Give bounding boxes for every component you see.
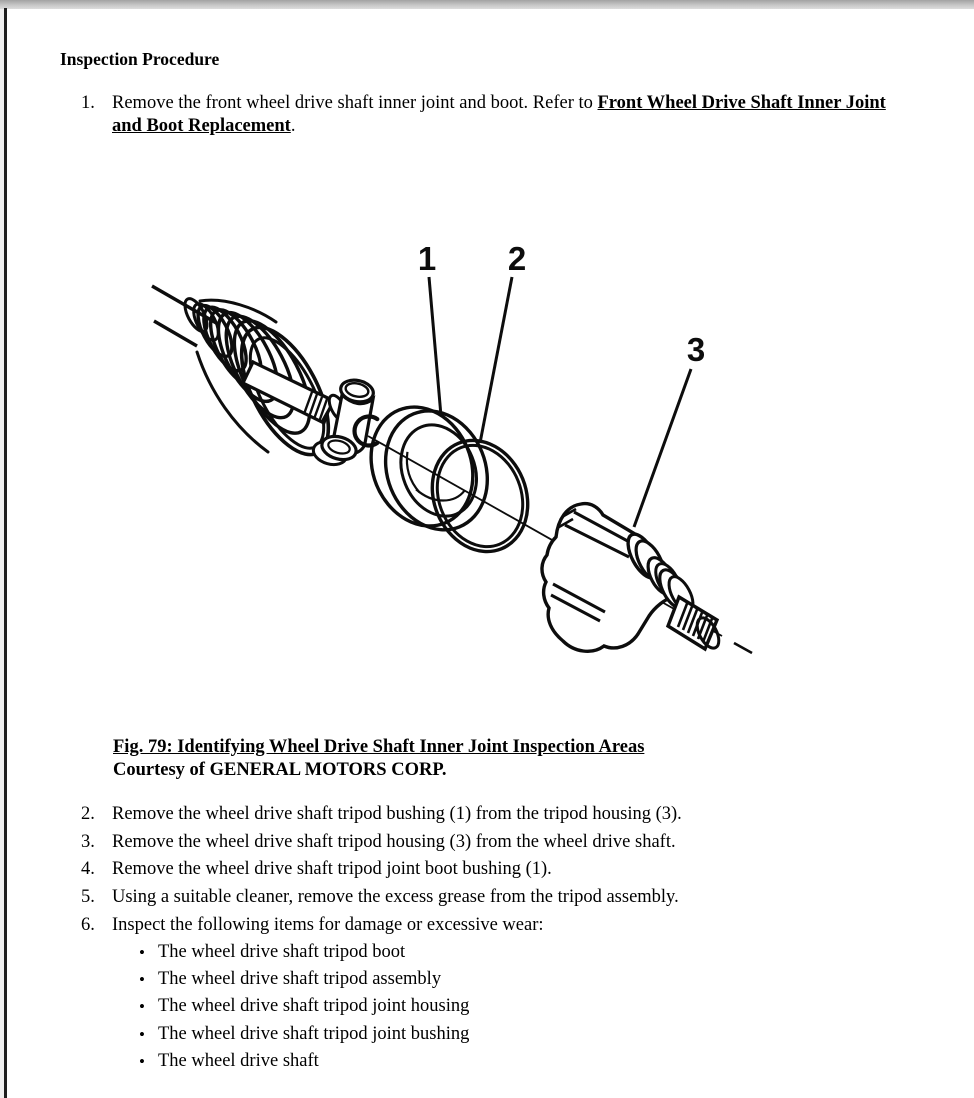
procedure-step-1 (81, 92, 926, 138)
section-heading: Inspection Procedure (60, 49, 220, 69)
bullet-icon: • (139, 1051, 145, 1071)
tripod-bushing-ring (354, 387, 505, 550)
figure-caption-credit: Courtesy of GENERAL MOTORS CORP. (113, 759, 447, 780)
list-item (139, 939, 469, 966)
tripod-housing (542, 504, 723, 652)
list-item (139, 1048, 469, 1075)
callout-3-label: 3 (686, 331, 706, 368)
procedure-step-5 (81, 884, 682, 912)
list-item-text: The wheel drive shaft tripod boot (158, 942, 406, 962)
step-number: 2. (81, 804, 95, 824)
boot-bushing-ring (416, 426, 544, 566)
step-number: 4. (81, 859, 95, 880)
cv-joint-exploded-diagram (0, 240, 974, 700)
step-number: 5. (81, 887, 95, 908)
list-item (139, 966, 469, 993)
list-item-text: The wheel drive shaft tripod assembly (158, 969, 442, 990)
step-number: 3. (81, 831, 95, 852)
callout-1-label: 1 (417, 240, 437, 277)
bullet-icon: • (139, 997, 145, 1017)
leader-line-3 (634, 369, 691, 527)
step-text: Remove the wheel drive shaft tripod housing (3) from the wheel drive shaft. (112, 831, 676, 852)
window-top-bar (0, 0, 974, 9)
leader-line-1 (429, 277, 441, 416)
inspection-items-list (139, 939, 469, 1075)
inner-joint-boot-replacement-link[interactable]: Front Wheel Drive Shaft Inner Joint (597, 93, 886, 113)
list-item-text: The wheel drive shaft (158, 1050, 319, 1071)
step-text: Remove the wheel drive shaft tripod joint boot bushing (1). (112, 859, 552, 880)
step-text: Inspect the following items for damage or excessive wear: (112, 914, 544, 935)
list-item (139, 1021, 469, 1048)
procedure-step-2 (81, 801, 682, 829)
procedure-step-6 (81, 912, 682, 940)
procedure-steps (81, 801, 682, 939)
step-text: Using a suitable cleaner, remove the excess grease from the tripod assembly. (112, 887, 679, 908)
figure-caption (113, 736, 644, 781)
step-text-continued: and Boot Replacement. (112, 116, 296, 136)
bullet-icon: • (139, 943, 145, 962)
list-item-text: The wheel drive shaft tripod joint housing (158, 996, 470, 1017)
list-item (139, 993, 469, 1020)
bullet-icon: • (139, 1024, 145, 1044)
leader-line-2 (480, 277, 512, 443)
step-text: Remove the front wheel drive shaft inner joint and boot. Refer to Front Wheel Drive Shaft Inner Joint (112, 93, 886, 113)
step-number: 6. (81, 914, 95, 935)
procedure-step-4 (81, 856, 682, 884)
inner-joint-boot-replacement-link[interactable]: and Boot Replacement (112, 116, 291, 136)
procedure-step-3 (81, 829, 682, 857)
list-item-text: The wheel drive shaft tripod joint bushing (158, 1023, 470, 1044)
bullet-icon: • (139, 970, 145, 990)
diagram-svg (0, 240, 974, 700)
step-text: Remove the wheel drive shaft tripod bushing (1) from the tripod housing (3). (112, 804, 682, 824)
callout-2-label: 2 (507, 240, 527, 277)
step-number: 1. (81, 93, 95, 113)
callout-leader-lines (429, 277, 691, 527)
figure-caption-title: Fig. 79: Identifying Wheel Drive Shaft Inner Joint Inspection Areas (113, 737, 645, 757)
